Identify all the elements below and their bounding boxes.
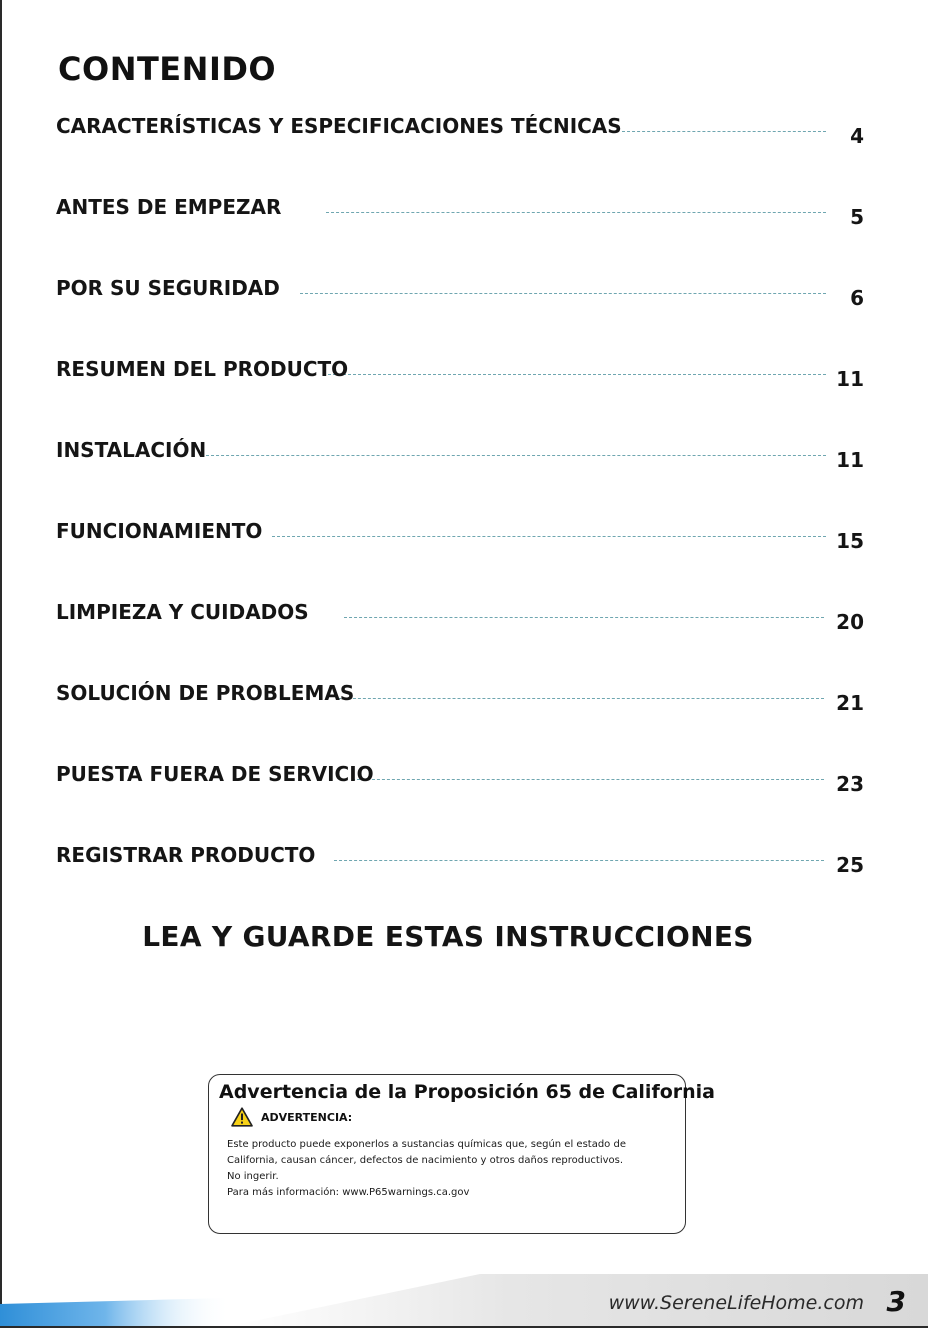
warning-text-line: California, causan cáncer, defectos de nacimiento y otros daños reproductivos. — [227, 1155, 624, 1166]
prop65-warning-box — [208, 1074, 715, 1234]
toc-entry[interactable] — [56, 843, 864, 879]
toc-entry-label: CARACTERÍSTICAS Y ESPECIFICACIONES TÉCNICAS — [56, 114, 622, 138]
dotted-leader — [300, 293, 826, 294]
toc-entry-page: 15 — [836, 529, 864, 553]
page-title: CONTENIDO — [58, 50, 277, 88]
toc-entry-page: 11 — [836, 367, 864, 391]
footer-website-url: www.SereneLifeHome.com — [608, 1292, 864, 1314]
toc-entry-label: PUESTA FUERA DE SERVICIO — [56, 762, 374, 786]
toc-entry[interactable] — [56, 357, 864, 393]
toc-entry[interactable] — [56, 276, 864, 312]
toc-entry-page: 11 — [836, 448, 864, 472]
toc-entry-label: FUNCIONAMIENTO — [56, 519, 263, 543]
toc-entry[interactable] — [56, 762, 864, 798]
dotted-leader — [344, 617, 824, 618]
warning-label: ADVERTENCIA: — [261, 1110, 353, 1124]
dotted-leader — [338, 698, 824, 699]
toc-entry-label: ANTES DE EMPEZAR — [56, 195, 282, 219]
warning-header — [231, 1107, 675, 1127]
read-and-keep-instructions-heading: LEA Y GUARDE ESTAS INSTRUCCIONES — [142, 920, 754, 953]
toc-entry-page: 4 — [850, 124, 864, 148]
toc-entry[interactable] — [56, 519, 864, 555]
toc-entry[interactable] — [56, 600, 864, 636]
toc-entry[interactable] — [56, 195, 864, 231]
dotted-leader — [622, 131, 826, 132]
toc-entry-page: 21 — [836, 691, 864, 715]
dotted-leader — [352, 779, 824, 780]
toc-entry-label: RESUMEN DEL PRODUCTO — [56, 357, 349, 381]
warning-text-line: No ingerir. — [227, 1171, 279, 1182]
toc-entry-page: 20 — [836, 610, 864, 634]
page-left-border — [0, 0, 2, 1328]
dotted-leader — [334, 860, 824, 861]
dotted-leader — [326, 212, 826, 213]
toc-entry[interactable] — [56, 438, 864, 474]
footer-page-number: 3 — [886, 1285, 906, 1318]
toc-entry-label: LIMPIEZA Y CUIDADOS — [56, 600, 309, 624]
toc-entry-page: 23 — [836, 772, 864, 796]
warning-text-line: Este producto puede exponerlos a sustancias químicas que, según el estado de — [227, 1139, 626, 1150]
toc-entry-page: 6 — [850, 286, 864, 310]
dotted-leader — [206, 455, 826, 456]
toc-entry[interactable] — [56, 681, 864, 717]
toc-entry-label: POR SU SEGURIDAD — [56, 276, 280, 300]
warning-text-line: Para más información: www.P65warnings.ca.gov — [227, 1187, 470, 1198]
toc-entry-label: REGISTRAR PRODUCTO — [56, 843, 316, 867]
toc-entry-label: SOLUCIÓN DE PROBLEMAS — [56, 681, 355, 705]
toc-entry-page: 5 — [850, 205, 864, 229]
warning-title: Advertencia de la Proposición 65 de California — [219, 1081, 715, 1103]
dotted-leader — [272, 536, 826, 537]
toc-entry-page: 25 — [836, 853, 864, 877]
toc-entry-label: INSTALACIÓN — [56, 438, 207, 462]
toc-entry[interactable] — [56, 114, 864, 150]
warning-triangle-icon — [231, 1107, 253, 1127]
dotted-leader — [328, 374, 826, 375]
